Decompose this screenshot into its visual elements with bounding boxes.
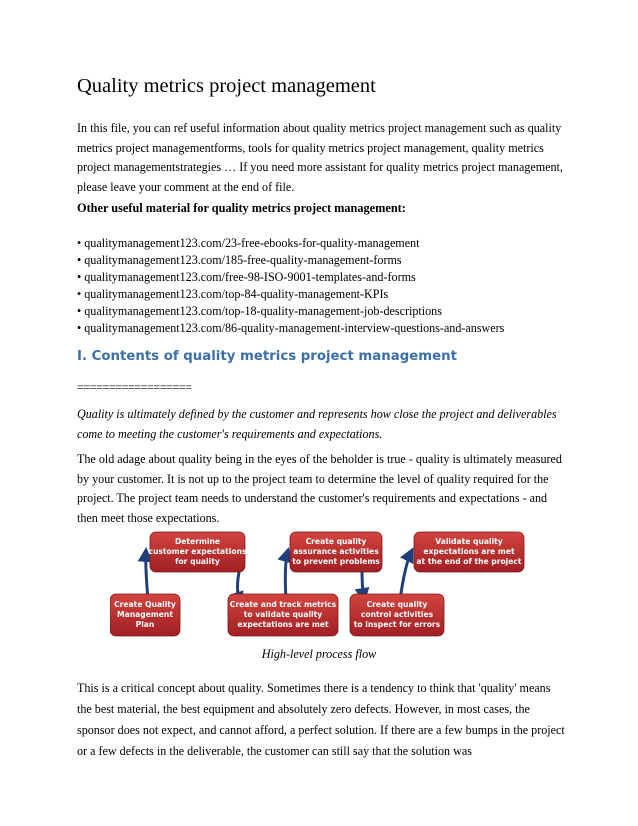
process-box-quality-assurance	[290, 532, 382, 572]
box-label: assurance activities	[293, 547, 379, 556]
process-box-quality-plan	[110, 594, 180, 636]
box-label: at the end of the project	[416, 557, 522, 566]
resource-link[interactable]: • qualitymanagement123.com/top-84-quality-management-KPIs	[77, 287, 389, 301]
box-label: expectations are met	[423, 547, 515, 556]
box-label: Create quality	[305, 537, 367, 546]
resource-link-list	[77, 235, 504, 337]
resource-link[interactable]: • qualitymanagement123.com/86-quality-management-interview-questions-and-answers	[77, 321, 505, 335]
separator-line: ==================	[77, 380, 192, 394]
box-label: expectations are met	[237, 620, 329, 629]
flow-arrow	[146, 550, 148, 600]
other-material-heading: Other useful material for quality metrics project management:	[77, 201, 406, 215]
figure-caption: High-level process flow	[261, 647, 377, 661]
body-paragraph-2: This is a critical concept about quality. Sometimes there is a tendency to think that 'quality' means the best material, the best equipment and absolutely zero defects. However, in most cases, the sponsor does not expect, and cannot afford, a perfect solution. If there are a few bumps in the project or a few defects in the deliverable, the customer can still say that the solution was	[77, 681, 565, 758]
box-label: Plan	[135, 620, 155, 629]
box-label: Create and track metrics	[229, 600, 337, 609]
box-label: to validate quality	[243, 610, 323, 619]
page-title: Quality metrics project management	[77, 75, 376, 97]
body-paragraph-1: The old adage about quality being in the eyes of the beholder is true - quality is ultimately measured by your customer. It is not up to the project team to determine the level of quality required for the project. The project team needs to understand the customer's requirements and expectations - and then meet those expectations.	[77, 452, 562, 525]
box-label: Management	[117, 610, 173, 619]
intro-paragraph: In this file, you can ref useful information about quality metrics project management such as quality metrics project managementforms, tools for quality metrics project management, quality metrics project managementstrategies … If you need more assistant for quality metrics project management, please leave your comment at the end of file.	[77, 121, 563, 194]
process-flow-diagram	[110, 528, 550, 640]
box-label: Create Quality	[114, 600, 176, 609]
box-label: to prevent problems	[292, 557, 380, 566]
process-box-track-metrics	[228, 594, 338, 636]
resource-link[interactable]: • qualitymanagement123.com/185-free-quality-management-forms	[77, 253, 402, 267]
box-label: control activities	[360, 610, 434, 619]
resource-link[interactable]: • qualitymanagement123.com/free-98-ISO-9001-templates-and-forms	[77, 270, 416, 284]
flow-arrow	[285, 550, 288, 600]
section-heading: I. Contents of quality metrics project management	[77, 349, 457, 364]
box-label: Determine	[174, 537, 221, 546]
resource-link[interactable]: • qualitymanagement123.com/top-18-quality-management-job-descriptions	[77, 304, 442, 318]
box-label: for quality	[175, 557, 220, 566]
box-label: Validate quality	[435, 537, 503, 546]
process-box-determine-expectations	[149, 532, 247, 572]
flow-arrow	[400, 550, 412, 600]
box-label: Create quality	[366, 600, 428, 609]
resource-link[interactable]: • qualitymanagement123.com/23-free-ebooks-for-quality-management	[77, 236, 420, 250]
box-label: to inspect for errors	[353, 620, 441, 629]
process-box-quality-control	[350, 594, 444, 636]
quality-definition-quote: Quality is ultimately defined by the customer and represents how close the project and deliverables come to meeting the customer's requirements and expectations.	[77, 407, 557, 441]
process-box-validate-expectations	[414, 532, 524, 572]
box-label: customer expectations	[148, 547, 247, 556]
